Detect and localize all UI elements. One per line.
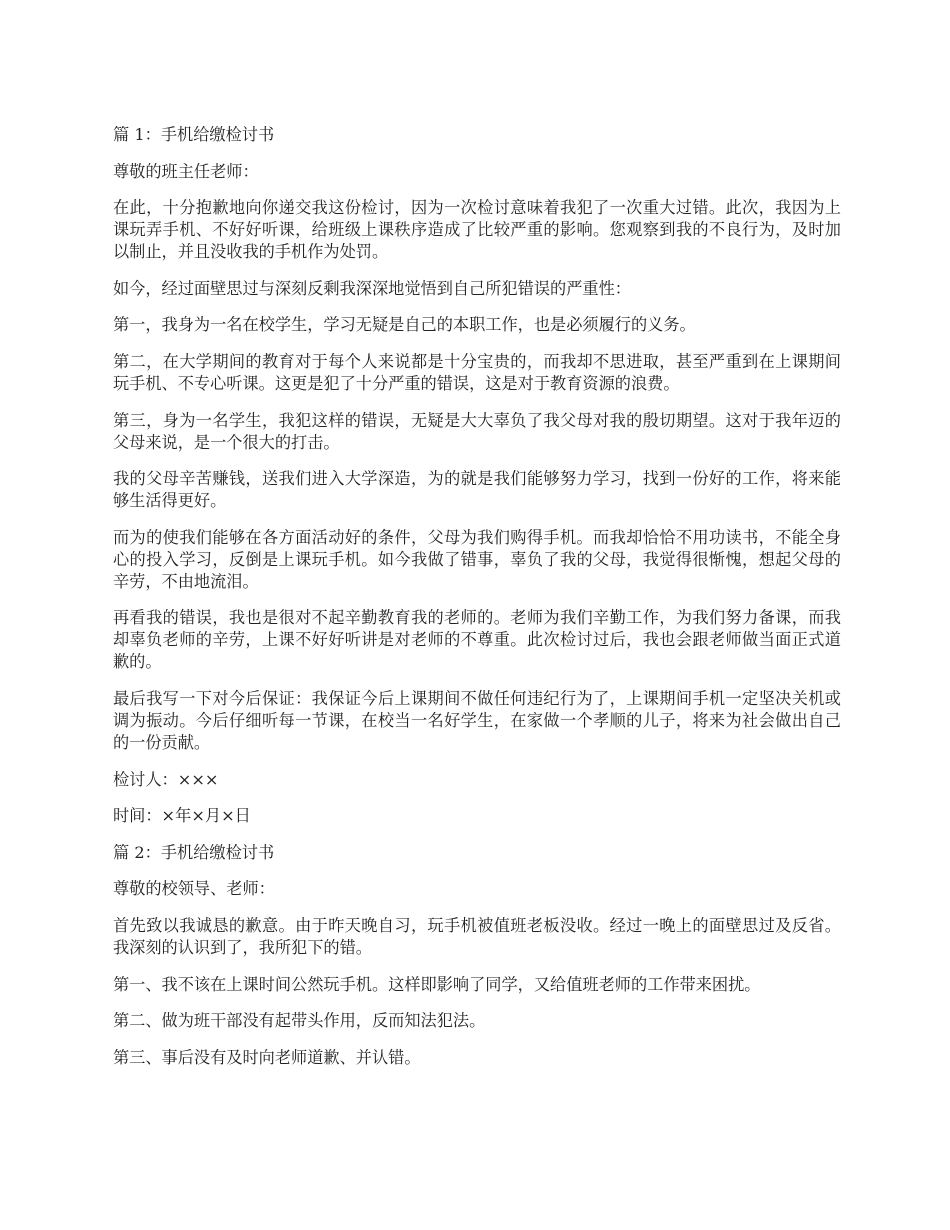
- salutation-2: 尊敬的校领导、老师：: [113, 879, 275, 899]
- paragraph: 再看我的错误，我也是很对不起辛勤教育我的老师的。老师为我们辛勤工作，为我们努力备课，而我却辜负老师的辛劳，上课不好好听讲是对老师的不尊重。此次检讨过后，我也会跟老师做当面正式道歉的。: [113, 608, 841, 672]
- paragraph: 第一，我身为一名在校学生，学习无疑是自己的本职工作，也是必须履行的义务。: [113, 315, 696, 335]
- paragraph: 最后我写一下对今后保证：我保证今后上课期间不做任何违纪行为了，上课期间手机一定坚决关机或调为振动。今后仔细听每一节课，在校当一名好学生，在家做一个孝顺的儿子，将来为社会做出自己的一份贡献。: [113, 688, 841, 752]
- section-heading-2: 篇 2：手机给缴检讨书: [113, 842, 275, 862]
- paragraph: 第二，在大学期间的教育对于每个人来说都是十分宝贵的，而我却不思进取，甚至严重到在上课期间玩手机、不专心听课。这更是犯了十分严重的错误，这是对于教育资源的浪费。: [113, 351, 841, 393]
- section-heading-1: 篇 1：手机给缴检讨书: [113, 125, 275, 144]
- signature-line: 检讨人：×××: [113, 769, 219, 789]
- paragraph: 第一、我不该在上课时间公然玩手机。这样即影响了同学，又给值班老师的工作带来困扰。: [113, 974, 761, 994]
- document-body: [113, 124, 841, 1083]
- paragraph: 而为的使我们能够在各方面活动好的条件，父母为我们购得手机。而我却恰恰不用功读书，不能全身心的投入学习，反倒是上课玩手机。如今我做了错事，辜负了我的父母，我觉得很惭愧，想起父母的辛劳，不由地流泪。: [113, 527, 841, 591]
- salutation-1: 尊敬的班主任老师：: [113, 161, 259, 181]
- paragraph: 第三、事后没有及时向老师道歉、并认错。: [113, 1047, 421, 1067]
- date-line: 时间：×年×月×日: [113, 806, 251, 826]
- paragraph: 第三，身为一名学生，我犯这样的错误，无疑是大大辜负了我父母对我的殷切期望。这对于我年迈的父母来说，是一个很大的打击。: [113, 410, 841, 452]
- paragraph: 第二、做为班干部没有起带头作用，反而知法犯法。: [113, 1011, 486, 1031]
- paragraph: 首先致以我诚恳的歉意。由于昨天晚自习，玩手机被值班老板没收。经过一晚上的面壁思过及反省。我深刻的认识到了，我所犯下的错。: [113, 915, 841, 957]
- paragraph: 如今，经过面壁思过与深刻反剩我深深地觉悟到自己所犯错误的严重性：: [113, 278, 631, 298]
- paragraph: 在此，十分抱歉地向你递交我这份检讨，因为一次检讨意味着我犯了一次重大过错。此次，我因为上课玩弄手机、不好好听课，给班级上课秩序造成了比较严重的影响。您观察到我的不良行为，及时加以制止，并且没收我的手机作为处罚。: [113, 198, 841, 262]
- paragraph: 我的父母辛苦赚钱，送我们进入大学深造，为的就是我们能够努力学习，找到一份好的工作，将来能够生活得更好。: [113, 469, 841, 511]
